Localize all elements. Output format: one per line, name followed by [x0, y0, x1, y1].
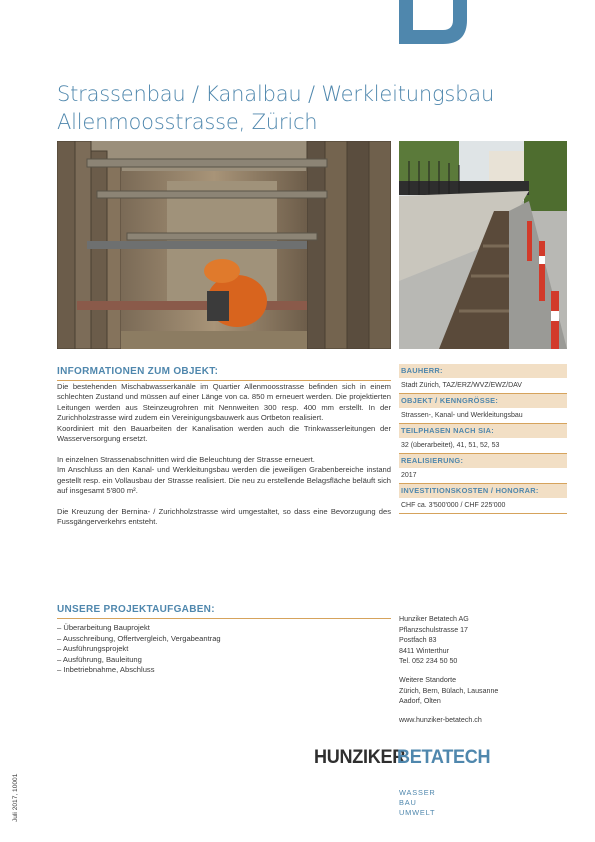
claim-line: WASSER: [399, 788, 436, 797]
fact-value-phases: 32 (überarbeitet), 41, 51, 52, 53: [399, 438, 567, 454]
page-title: [57, 80, 557, 136]
company-street: Pflanzschulstrasse 17: [399, 625, 469, 634]
list-item: – Inbetriebnahme, Abschluss: [57, 665, 155, 675]
company-name: Hunziker Betatech AG: [399, 615, 469, 623]
info-paragraph: In einzelnen Strassenabschnitten wird die Beleuchtung der Strasse erneuert.: [57, 454, 315, 464]
fact-label-phases: TEILPHASEN NACH SIA:: [399, 424, 567, 438]
fact-label-object: OBJEKT / KENNGRÖSSE:: [399, 394, 567, 408]
info-heading: INFORMATIONEN ZUM OBJEKT:: [57, 366, 391, 381]
project-facts: [399, 364, 567, 514]
other-locations-line: Aadorf, Olten: [399, 697, 441, 706]
tasks-heading: UNSERE PROJEKTAUFGABEN:: [57, 604, 391, 619]
company-website-link[interactable]: www.hunziker-betatech.ch: [399, 715, 482, 724]
info-paragraph: Koordiniert mit den Bauarbeiten der Kanalisation werden auch die Trinkwasserleitungen der Wasserversorgung ersetzt.: [57, 423, 391, 444]
title-line-2: Allenmoosstrasse, Zürich: [57, 110, 318, 134]
street-trench-photo: [399, 141, 567, 349]
fact-value-realisation: 2017: [399, 468, 567, 484]
brand-part-hunziker: HUNZIKER: [314, 747, 405, 768]
brand-part-betatech: BETATECH: [397, 747, 491, 768]
document-code: Juli 2017, 10001: [12, 773, 19, 822]
brand-wordmark: [314, 745, 519, 773]
fact-label-realisation: REALISIERUNG:: [399, 454, 567, 468]
info-paragraph: Die bestehenden Mischabwasserkanäle im Quartier Allenmoosstrasse befinden sich in einem schlechten Zustand und müssen auf einer Länge von ca. 850 m erneuert werden. Die projektierten Leitungen werden aus Steinzeugrohren mit Nennweiten 300 resp. 400 mm erstellt. In der Zurichholzstrasse wird zudem ein Vereinigungsbauwerk aus Ortbeton realisiert.: [57, 382, 391, 423]
list-item: – Ausführungsprojekt: [57, 644, 129, 654]
fact-label-costs: INVESTITIONSKOSTEN / HONORAR:: [399, 484, 567, 498]
company-logo-mark-icon: [399, 0, 467, 44]
fact-value-client: Stadt Zürich, TAZ/ERZ/WVZ/EWZ/DAV: [399, 378, 567, 394]
company-pobox: Postfach 83: [399, 636, 437, 645]
other-locations-title: Weitere Standorte: [399, 675, 457, 684]
claim-line: BAU: [399, 798, 417, 807]
claim-line: UMWELT: [399, 808, 436, 817]
list-item: – Ausschreibung, Offertvergleich, Vergabeantrag: [57, 633, 221, 643]
info-paragraph: Im Anschluss an den Kanal- und Werkleitungsbau werden die jeweiligen Grabenbereiche instand gestellt resp. ein Vollausbau der Strasse realisiert. Die neu zu erstellende Belagsfläche beläuft sich auf insgesamt 5'800 m².: [57, 465, 391, 496]
company-phone: Tel. 052 234 50 50: [399, 657, 458, 666]
company-city: 8411 Winterthur: [399, 646, 449, 655]
fact-value-object: Strassen-, Kanal- und Werkleitungsbau: [399, 408, 567, 424]
construction-trench-photo: [57, 141, 391, 349]
fact-value-costs: CHF ca. 3'500'000 / CHF 225'000: [399, 498, 567, 514]
company-address: [399, 614, 567, 725]
brand-claim: [399, 788, 436, 818]
list-item: – Ausführung, Bauleitung: [57, 654, 142, 664]
other-locations-line: Zürich, Bern, Bülach, Lausanne: [399, 686, 499, 695]
info-text: [57, 382, 391, 538]
list-item: – Überarbeitung Bauprojekt: [57, 623, 150, 632]
title-line-1: Strassenbau / Kanalbau / Werkleitungsbau: [57, 82, 495, 106]
tasks-list: [57, 623, 391, 676]
info-paragraph: Die Kreuzung der Bernina- / Zurichholzstrasse wird umgestaltet, so dass eine Bevorzugung des Fussgängerverkehrs entsteht.: [57, 506, 391, 527]
fact-label-client: BAUHERR:: [399, 364, 567, 378]
